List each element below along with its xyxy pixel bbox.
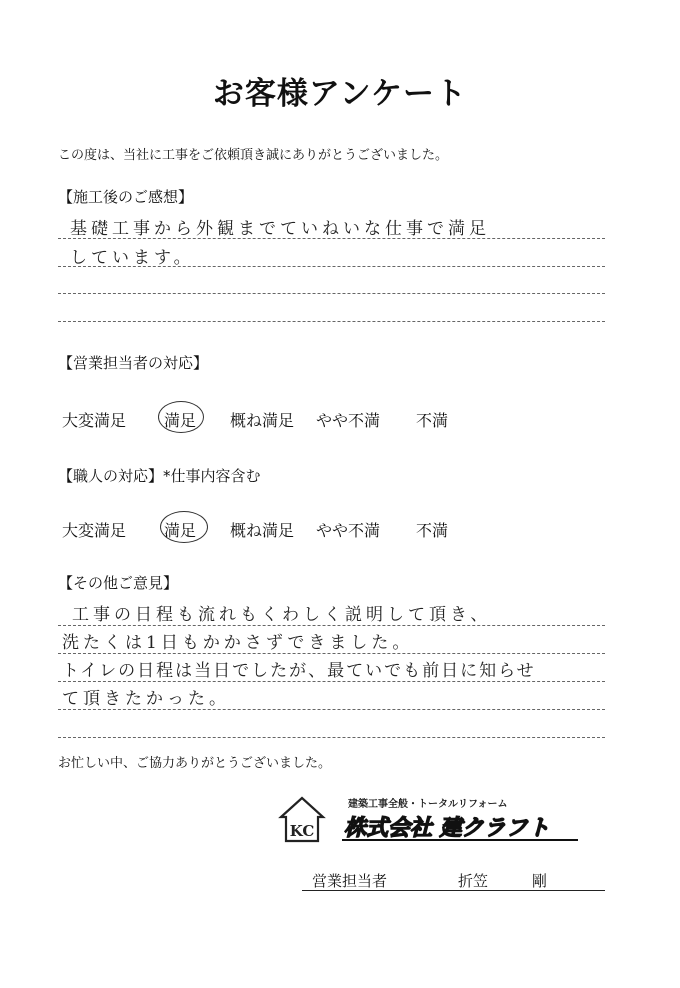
other-ruled-line-2 [58,653,605,654]
sales-option-somewhat-dissatisfied[interactable]: やや不満 [316,411,381,430]
intro-text: この度は、当社に工事をご依頼頂き誠にありがとうございました。 [58,148,449,163]
craftsman-response-heading: 【職人の対応】*仕事内容含む [58,467,261,485]
company-logo [278,793,598,845]
other-opinions-heading: 【その他ご意見】 [58,574,179,592]
sales-selected-circle-mark [158,401,204,433]
page-title: お客様アンケート [212,76,468,112]
sales-option-mostly-satisfied[interactable]: 概ね満足 [230,411,295,430]
logo-company-name: 株式会社 建クラフト [344,816,550,841]
impressions-ruled-line-4 [58,321,605,322]
logo-tagline: 建築工事全般・トータルリフォーム [348,799,508,810]
impressions-heading: 【施工後のご感想】 [58,188,194,206]
other-opinions-handwritten-line-1: 工事の日程も流れもくわしく説明して頂き、 [72,605,492,625]
other-opinions-handwritten-line-3: トイレの日程は当日でしたが、最ていでも前日に知らせ [62,661,536,681]
craftsman-option-mostly-satisfied[interactable]: 概ね満足 [230,521,295,540]
signature-name-last: 剛 [532,872,548,890]
craftsman-option-somewhat-dissatisfied[interactable]: やや不満 [316,521,381,540]
craftsman-option-dissatisfied[interactable]: 不満 [416,521,449,540]
sales-response-heading: 【営業担当者の対応】 [58,354,209,372]
impressions-ruled-line-1 [58,238,605,239]
house-kc-icon [278,793,598,845]
craftsman-selected-circle-mark [160,511,208,543]
logo-mark-text: KC [289,822,315,840]
other-opinions-handwritten-line-4: て頂きたかった。 [62,689,230,709]
sales-option-dissatisfied[interactable]: 不満 [416,411,449,430]
impressions-handwritten-line-2: しています。 [70,248,195,268]
craftsman-option-very-satisfied[interactable]: 大変満足 [62,521,127,540]
impressions-handwritten-line-1: 基礎工事から外観までていねいな仕事で満足 [70,219,490,239]
signature-underline [302,890,605,891]
craftsman-option-satisfied[interactable]: 満足 [164,521,197,540]
other-ruled-line-4 [58,709,605,710]
other-ruled-line-1 [58,625,605,626]
sales-option-satisfied[interactable]: 満足 [164,411,197,430]
impressions-ruled-line-3 [58,293,605,294]
signature-label: 営業担当者 [312,872,388,890]
other-ruled-line-5 [58,737,605,738]
impressions-ruled-line-2 [58,266,605,267]
other-opinions-handwritten-line-2: 洗たくは1日もかかさずできました。 [62,633,414,653]
signature-name-first: 折笠 [458,872,489,890]
other-ruled-line-3 [58,681,605,682]
closing-text: お忙しい中、ご協力ありがとうございました。 [58,756,332,771]
sales-option-very-satisfied[interactable]: 大変満足 [62,411,127,430]
